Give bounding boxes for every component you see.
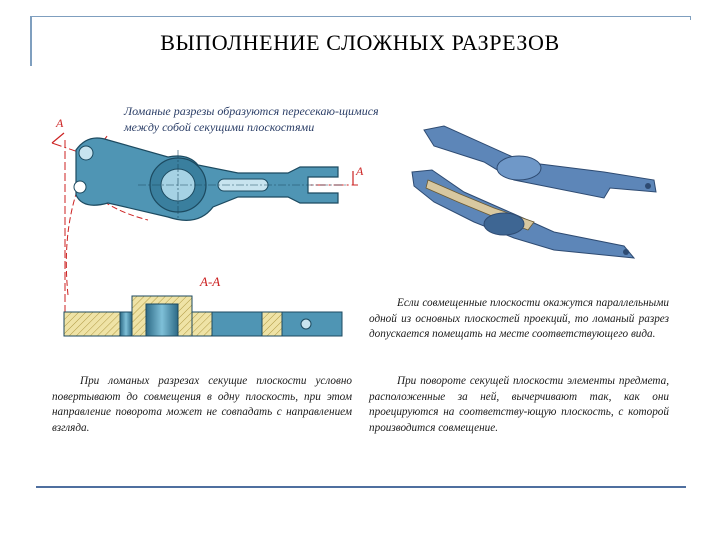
bottom-left-paragraph: При ломаных разрезах секущие плоскости условно повертывают до совмещения в одну плоскость, при этом направление поворота может не совпадать с направлением взгляда. xyxy=(52,375,352,434)
isometric-model xyxy=(404,122,674,282)
cut-label-right: A xyxy=(356,164,364,178)
section-view-drawing xyxy=(62,272,352,352)
model-lower-hub xyxy=(484,213,524,235)
cut-label-left: A xyxy=(56,116,64,130)
section-fork-hole xyxy=(301,319,311,329)
slide-title: ВЫПОЛНЕНИЕ СЛОЖНЫХ РАЗРЕЗОВ xyxy=(160,30,560,55)
section-hub-bore xyxy=(146,304,178,336)
top-caption: Ломаные разрезы образуются пересекаю-щимися между собой секущими плоскостями xyxy=(124,104,379,134)
section-mid-slot xyxy=(212,312,262,336)
frame-right-tick xyxy=(690,16,691,20)
section-fork xyxy=(282,312,342,336)
model-upper-boss xyxy=(497,156,541,180)
model-upper-piece xyxy=(424,126,656,198)
section-title-label: А-А xyxy=(200,274,221,289)
right-paragraph-1: Если совмещенные плоскости окажутся параллельными одной из основных плоскостей проекций, то ломаный разрез допускается помещать на месте соответствующего вида. xyxy=(369,297,669,340)
small-hole-top xyxy=(79,146,93,160)
model-end-hole-upper xyxy=(645,183,651,189)
section-left-hatch xyxy=(64,312,120,336)
section-left-boss xyxy=(120,312,132,336)
plan-view-drawing xyxy=(38,115,418,255)
bottom-rule xyxy=(36,486,686,488)
frame-top-border xyxy=(30,16,690,17)
right-paragraph-2: При повороте секущей плоскости элементы предмета, расположенные за ней, вычерчивают так, как они проецируются на соответству-ющую плоскость, с которой производится совмещение. xyxy=(369,375,669,434)
small-hole-bottom xyxy=(74,181,86,193)
model-end-hole xyxy=(623,249,629,255)
